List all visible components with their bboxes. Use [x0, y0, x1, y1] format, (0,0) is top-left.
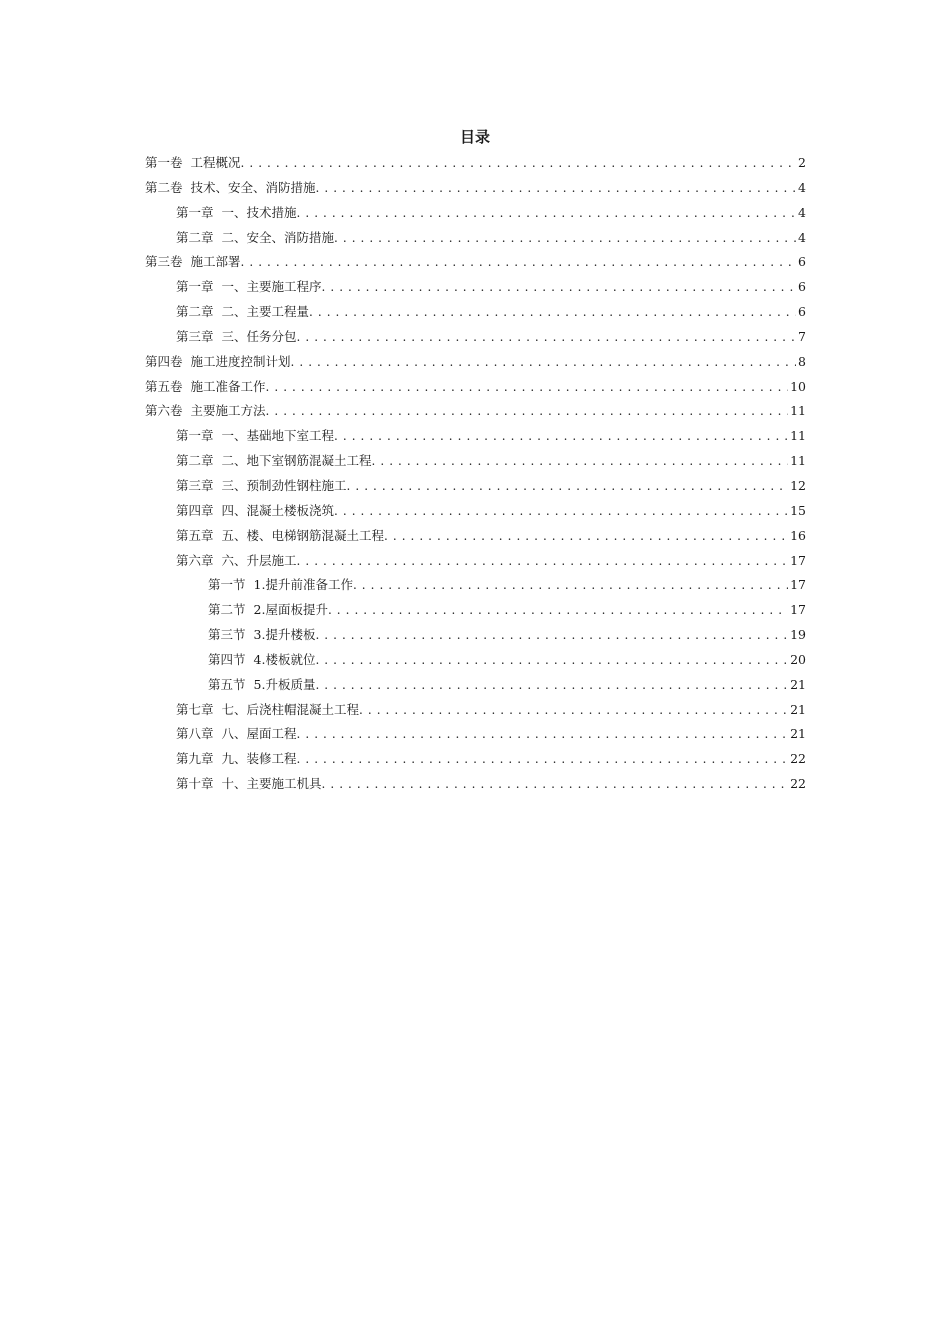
toc-entry-label	[176, 474, 347, 499]
toc-page-number: 11	[790, 453, 806, 469]
toc-dot-leader	[266, 375, 789, 400]
toc-entry-number: 第九章	[176, 751, 214, 767]
toc-entry-label	[208, 623, 315, 648]
toc-entry-number: 第三章	[176, 328, 214, 344]
toc-entry[interactable]	[145, 201, 806, 226]
toc-entry[interactable]	[145, 573, 806, 598]
toc-dot-leader	[266, 399, 789, 424]
toc-entry-title: 二、地下室钢筋混凝土工程	[221, 453, 372, 469]
toc-entry-label	[145, 176, 316, 201]
toc-entry-title: 一、技术措施	[221, 204, 297, 220]
toc-entry-number: 第八章	[176, 726, 214, 742]
toc-page-number: 6	[798, 304, 806, 320]
toc-page-number: 20	[790, 651, 806, 667]
toc-entry-number: 第二章	[176, 229, 214, 245]
toc-entry[interactable]	[145, 350, 806, 375]
toc-dot-leader	[297, 722, 789, 747]
toc-entry-label	[176, 524, 384, 549]
toc-entry[interactable]	[145, 598, 806, 623]
toc-entry-number: 第一节	[208, 577, 246, 593]
toc-entry-label	[176, 275, 322, 300]
toc-entry[interactable]	[145, 499, 806, 524]
toc-entry-title: 十、主要施工机具	[221, 776, 322, 792]
toc-entry[interactable]	[145, 250, 806, 275]
toc-entry-number: 第四章	[176, 502, 214, 518]
toc-entry-label	[145, 399, 266, 424]
toc-entry-title: 4.楼板就位	[253, 651, 316, 667]
toc-entry-label	[176, 722, 297, 747]
toc-entry-number: 第五章	[176, 527, 214, 543]
toc-entry[interactable]	[145, 275, 806, 300]
toc-entry[interactable]	[145, 424, 806, 449]
toc-entry[interactable]	[145, 300, 806, 325]
toc-entry-number: 第一章	[176, 428, 214, 444]
toc-entry-number: 第一章	[176, 279, 214, 295]
toc-dot-leader	[309, 300, 796, 325]
toc-entry-label	[176, 747, 297, 772]
toc-entry-number: 第二节	[208, 602, 246, 618]
toc-entry[interactable]	[145, 226, 806, 251]
toc-entry-label	[176, 698, 359, 723]
toc-entry[interactable]	[145, 524, 806, 549]
toc-entry-title: 二、安全、消防措施	[221, 229, 335, 245]
toc-entry[interactable]	[145, 772, 806, 797]
toc-entry-title: 五、楼、电梯钢筋混凝土工程	[221, 527, 385, 543]
toc-page-number: 21	[790, 726, 806, 742]
toc-entry-title: 二、主要工程量	[221, 304, 310, 320]
toc-entry-number: 第三卷	[145, 254, 183, 270]
toc-entry[interactable]	[145, 399, 806, 424]
toc-entry-title: 施工部署	[190, 254, 241, 270]
toc-entry-number: 第二卷	[145, 179, 183, 195]
toc-page-number: 11	[790, 403, 806, 419]
toc-page-number: 12	[790, 477, 806, 493]
toc-entry-number: 第四卷	[145, 353, 183, 369]
toc-dot-leader	[384, 524, 788, 549]
toc-dot-leader	[334, 499, 788, 524]
toc-entry-number: 第一章	[176, 204, 214, 220]
toc-entry[interactable]	[145, 648, 806, 673]
toc-entry-title: 六、升层施工	[221, 552, 297, 568]
toc-entry-label	[176, 499, 334, 524]
toc-entry-label	[176, 325, 297, 350]
toc-entry-title: 施工准备工作	[190, 378, 266, 394]
toc-entry[interactable]	[145, 623, 806, 648]
toc-dot-leader	[347, 474, 789, 499]
toc-entry-label	[176, 549, 297, 574]
toc-entry-number: 第三节	[208, 627, 246, 643]
toc-entry-label	[176, 424, 334, 449]
toc-dot-leader	[372, 449, 789, 474]
toc-entry-title: 一、主要施工程序	[221, 279, 322, 295]
toc-dot-leader	[334, 226, 796, 251]
toc-page-number: 22	[790, 751, 806, 767]
toc-dot-leader	[291, 350, 797, 375]
toc-page-number: 8	[798, 353, 806, 369]
toc-entry-label	[208, 648, 315, 673]
toc-entry-title: 2.屋面板提升	[253, 602, 328, 618]
toc-page-number: 21	[790, 676, 806, 692]
toc-entry-label	[176, 300, 309, 325]
toc-title: 目录	[459, 128, 490, 146]
toc-entry-title: 施工进度控制计划	[190, 353, 291, 369]
toc-dot-leader	[334, 424, 788, 449]
toc-entry-label	[145, 375, 266, 400]
toc-entry-label	[145, 151, 241, 176]
toc-dot-leader	[359, 698, 788, 723]
toc-entry-number: 第二章	[176, 304, 214, 320]
toc-dot-leader	[322, 275, 797, 300]
toc-entry[interactable]	[145, 722, 806, 747]
toc-entry-number: 第三章	[176, 477, 214, 493]
toc-entry[interactable]	[145, 375, 806, 400]
toc-entry-title: 三、任务分包	[221, 328, 297, 344]
toc-dot-leader	[328, 598, 788, 623]
toc-entry-number: 第二章	[176, 453, 214, 469]
toc-entry-number: 第四节	[208, 651, 246, 667]
toc-page-number: 10	[790, 378, 806, 394]
toc-entry-label	[208, 573, 353, 598]
toc-entry-title: 技术、安全、消防措施	[190, 179, 316, 195]
toc-entry-number: 第六卷	[145, 403, 183, 419]
toc-entry[interactable]	[145, 176, 806, 201]
toc-entry-number: 第七章	[176, 701, 214, 717]
toc-page-number: 6	[798, 279, 806, 295]
toc-entry-label	[176, 772, 322, 797]
toc-page-number: 7	[798, 328, 806, 344]
toc-entry[interactable]	[145, 449, 806, 474]
toc-entry-number: 第五节	[208, 676, 246, 692]
toc-page-number: 16	[790, 527, 806, 543]
toc-entry-title: 5.升板质量	[253, 676, 316, 692]
toc-entry[interactable]	[145, 747, 806, 772]
toc-page-number: 19	[790, 627, 806, 643]
toc-entry[interactable]	[145, 474, 806, 499]
toc-entry[interactable]	[145, 698, 806, 723]
toc-dot-leader	[322, 772, 789, 797]
toc-page-number: 17	[790, 577, 806, 593]
toc-entry-title: 四、混凝土楼板浇筑	[221, 502, 335, 518]
toc-page-number: 6	[798, 254, 806, 270]
toc-page-number: 11	[790, 428, 806, 444]
toc-entry-title: 工程概况	[190, 155, 241, 170]
toc-page-number: 15	[790, 502, 806, 518]
toc-entry-title: 九、装修工程	[221, 751, 297, 767]
toc-page-number: 17	[790, 552, 806, 568]
toc-entry-number: 第十章	[176, 776, 214, 792]
toc-dot-leader	[353, 573, 788, 598]
toc-entry-title: 1.提升前准备工作	[253, 577, 353, 593]
toc-entry-title: 八、屋面工程	[221, 726, 297, 742]
toc-entry[interactable]	[145, 549, 806, 574]
toc-dot-leader	[315, 623, 788, 648]
toc-entry-title: 主要施工方法	[190, 403, 266, 419]
toc-page-number: 22	[790, 776, 806, 792]
toc-dot-leader	[241, 151, 797, 176]
toc-entry-label	[176, 226, 334, 251]
toc-entry-label	[176, 449, 372, 474]
toc-page-number: 17	[790, 602, 806, 618]
toc-entry-title: 三、预制劲性钢柱施工	[221, 477, 347, 493]
toc-entry-label	[145, 350, 291, 375]
table-of-contents	[145, 151, 806, 797]
toc-dot-leader	[297, 325, 797, 350]
toc-dot-leader	[297, 549, 789, 574]
toc-dot-leader	[316, 176, 797, 201]
toc-entry-label	[145, 250, 241, 275]
toc-page-number: 4	[798, 179, 806, 195]
toc-dot-leader	[297, 201, 797, 226]
toc-dot-leader	[241, 250, 797, 275]
toc-page-number: 21	[790, 701, 806, 717]
toc-entry-number: 第五卷	[145, 378, 183, 394]
toc-entry[interactable]	[145, 151, 806, 176]
toc-page-number: 2	[798, 155, 806, 170]
toc-entry-title: 七、后浇柱帽混凝土工程	[221, 701, 360, 717]
toc-page-number: 4	[798, 204, 806, 220]
toc-dot-leader	[297, 747, 789, 772]
toc-entry-title: 3.提升楼板	[253, 627, 316, 643]
toc-dot-leader	[315, 648, 788, 673]
toc-entry[interactable]	[145, 673, 806, 698]
toc-entry-title: 一、基础地下室工程	[221, 428, 335, 444]
toc-entry-label	[208, 598, 328, 623]
toc-entry[interactable]	[145, 325, 806, 350]
toc-dot-leader	[315, 673, 788, 698]
toc-page-number: 4	[798, 229, 806, 245]
toc-entry-number: 第六章	[176, 552, 214, 568]
toc-entry-number: 第一卷	[145, 155, 183, 170]
toc-entry-label	[208, 673, 315, 698]
toc-entry-label	[176, 201, 297, 226]
